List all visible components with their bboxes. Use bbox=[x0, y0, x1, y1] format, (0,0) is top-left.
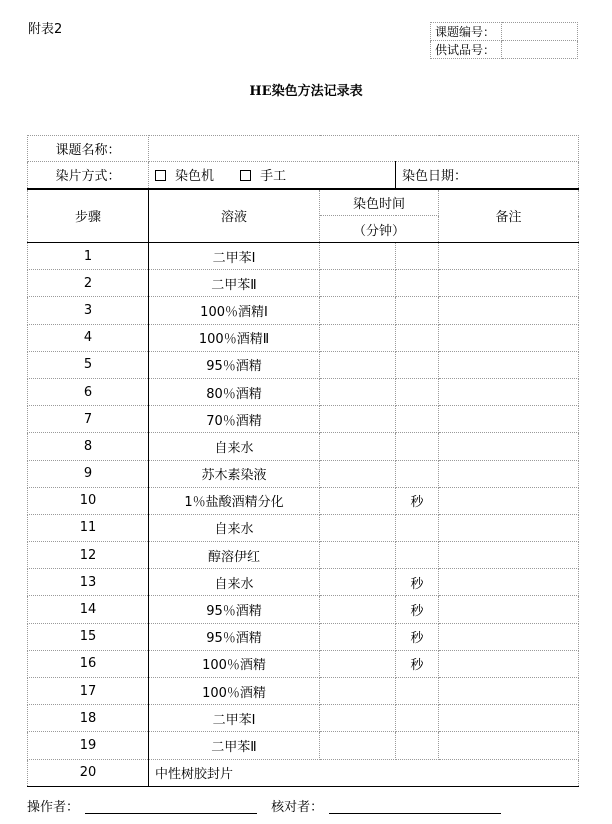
time-unit-cell: 秒 bbox=[396, 596, 439, 623]
notes-cell[interactable] bbox=[439, 705, 579, 732]
table-row bbox=[28, 378, 579, 405]
table-row bbox=[28, 732, 579, 759]
option-manual-label: 手工 bbox=[260, 169, 287, 185]
time-value-cell[interactable] bbox=[320, 351, 396, 378]
time-value-cell[interactable] bbox=[320, 487, 396, 514]
method-label: 染片方式： bbox=[28, 162, 149, 189]
solution-cell: 二甲苯Ⅰ bbox=[149, 705, 320, 732]
topic-name-field[interactable] bbox=[149, 136, 579, 162]
step-number: 14 bbox=[28, 596, 149, 623]
staining-record-table bbox=[27, 135, 579, 787]
notes-cell[interactable] bbox=[439, 569, 579, 596]
notes-cell[interactable] bbox=[439, 351, 579, 378]
topic-number-label: 课题编号： bbox=[431, 23, 502, 41]
step-number: 3 bbox=[28, 297, 149, 324]
table-row bbox=[28, 487, 579, 514]
header-row bbox=[28, 189, 579, 216]
time-header: 染色时间 bbox=[320, 189, 439, 216]
solution-cell: 1％盐酸酒精分化 bbox=[149, 487, 320, 514]
time-unit-cell bbox=[396, 406, 439, 433]
table-row bbox=[28, 542, 579, 569]
sample-number-field[interactable] bbox=[502, 41, 578, 59]
time-unit-cell bbox=[396, 378, 439, 405]
solution-cell: 二甲苯Ⅱ bbox=[149, 732, 320, 759]
time-value-cell[interactable] bbox=[320, 270, 396, 297]
step-number: 18 bbox=[28, 705, 149, 732]
id-box bbox=[430, 22, 578, 59]
time-value-cell[interactable] bbox=[320, 732, 396, 759]
time-value-cell[interactable] bbox=[320, 623, 396, 650]
notes-header: 备注 bbox=[439, 189, 579, 243]
notes-cell[interactable] bbox=[439, 297, 579, 324]
solution-cell: 自来水 bbox=[149, 569, 320, 596]
solution-cell: 自来水 bbox=[149, 514, 320, 541]
time-unit-cell bbox=[396, 732, 439, 759]
time-value-cell[interactable] bbox=[320, 460, 396, 487]
solution-cell: 醇溶伊红 bbox=[149, 542, 320, 569]
signature-footer bbox=[27, 796, 501, 815]
table-row bbox=[28, 433, 579, 460]
checkbox-icon[interactable] bbox=[155, 170, 166, 181]
solution-cell: 95％酒精 bbox=[149, 623, 320, 650]
table-row bbox=[28, 705, 579, 732]
step-number: 1 bbox=[28, 243, 149, 270]
page-title: HE染色方法记录表 bbox=[249, 84, 363, 99]
time-unit-cell bbox=[396, 297, 439, 324]
time-unit-cell bbox=[396, 678, 439, 705]
step-number: 17 bbox=[28, 678, 149, 705]
appendix-label: 附表2 bbox=[28, 22, 63, 37]
solution-cell: 95％酒精 bbox=[149, 596, 320, 623]
notes-cell[interactable] bbox=[439, 487, 579, 514]
solution-cell: 苏木素染液 bbox=[149, 460, 320, 487]
sample-number-label: 供试品号： bbox=[431, 41, 502, 59]
table-row bbox=[28, 270, 579, 297]
time-value-cell[interactable] bbox=[320, 596, 396, 623]
stain-date-cell[interactable] bbox=[396, 162, 579, 189]
notes-cell[interactable] bbox=[439, 678, 579, 705]
solution-cell: 80％酒精 bbox=[149, 378, 320, 405]
notes-cell[interactable] bbox=[439, 732, 579, 759]
operator-signature-line[interactable] bbox=[85, 799, 257, 814]
table-row bbox=[28, 678, 579, 705]
time-unit-cell: 秒 bbox=[396, 569, 439, 596]
time-unit-cell bbox=[396, 324, 439, 351]
notes-cell[interactable] bbox=[439, 243, 579, 270]
option-machine[interactable] bbox=[155, 169, 214, 184]
step-number: 11 bbox=[28, 514, 149, 541]
solution-cell: 100％酒精Ⅱ bbox=[149, 324, 320, 351]
table-row bbox=[28, 460, 579, 487]
checker-signature-line[interactable] bbox=[329, 799, 501, 814]
checker-label: 核对者： bbox=[271, 800, 324, 815]
time-unit-cell bbox=[396, 433, 439, 460]
notes-cell[interactable] bbox=[439, 406, 579, 433]
option-machine-label: 染色机 bbox=[175, 169, 215, 185]
time-unit-cell: 秒 bbox=[396, 650, 439, 677]
notes-cell[interactable] bbox=[439, 433, 579, 460]
time-unit-cell bbox=[396, 351, 439, 378]
solution-cell: 中性树胶封片 bbox=[149, 759, 579, 786]
time-value-cell[interactable] bbox=[320, 324, 396, 351]
time-value-cell[interactable] bbox=[320, 378, 396, 405]
step-number: 12 bbox=[28, 542, 149, 569]
notes-cell[interactable] bbox=[439, 623, 579, 650]
notes-cell[interactable] bbox=[439, 650, 579, 677]
step-number: 5 bbox=[28, 351, 149, 378]
table-row bbox=[28, 351, 579, 378]
time-value-cell[interactable] bbox=[320, 569, 396, 596]
table-row bbox=[28, 596, 579, 623]
time-unit-cell bbox=[396, 542, 439, 569]
step-number: 20 bbox=[28, 759, 149, 786]
step-number: 7 bbox=[28, 406, 149, 433]
time-unit-cell bbox=[396, 705, 439, 732]
notes-cell[interactable] bbox=[439, 378, 579, 405]
step-number: 10 bbox=[28, 487, 149, 514]
solution-cell: 100％酒精Ⅰ bbox=[149, 297, 320, 324]
solution-header: 溶液 bbox=[149, 189, 320, 243]
solution-cell: 自来水 bbox=[149, 433, 320, 460]
step-number: 9 bbox=[28, 460, 149, 487]
checkbox-icon[interactable] bbox=[240, 170, 251, 181]
option-manual[interactable] bbox=[240, 169, 286, 184]
notes-cell[interactable] bbox=[439, 270, 579, 297]
time-value-cell[interactable] bbox=[320, 243, 396, 270]
time-unit-cell bbox=[396, 243, 439, 270]
time-value-cell[interactable] bbox=[320, 705, 396, 732]
table-row bbox=[28, 514, 579, 541]
solution-cell: 95％酒精 bbox=[149, 351, 320, 378]
table-row bbox=[28, 243, 579, 270]
table-row bbox=[28, 324, 579, 351]
method-options bbox=[149, 162, 396, 189]
time-value-cell[interactable] bbox=[320, 514, 396, 541]
step-number: 6 bbox=[28, 378, 149, 405]
time-value-cell[interactable] bbox=[320, 433, 396, 460]
time-value-cell[interactable] bbox=[320, 678, 396, 705]
solution-cell: 二甲苯Ⅰ bbox=[149, 243, 320, 270]
operator-label: 操作者： bbox=[27, 800, 80, 815]
step-number: 2 bbox=[28, 270, 149, 297]
time-value-cell[interactable] bbox=[320, 650, 396, 677]
solution-cell: 70％酒精 bbox=[149, 406, 320, 433]
method-row bbox=[28, 162, 579, 189]
notes-cell[interactable] bbox=[439, 596, 579, 623]
step-number: 8 bbox=[28, 433, 149, 460]
time-value-cell[interactable] bbox=[320, 542, 396, 569]
step-number: 16 bbox=[28, 650, 149, 677]
time-unit-cell bbox=[396, 514, 439, 541]
table-row bbox=[28, 650, 579, 677]
time-unit-cell bbox=[396, 270, 439, 297]
table-row bbox=[28, 297, 579, 324]
step-number: 19 bbox=[28, 732, 149, 759]
table-row bbox=[28, 569, 579, 596]
stain-date-label: 染色日期： bbox=[402, 169, 468, 185]
notes-cell[interactable] bbox=[439, 514, 579, 541]
solution-cell: 二甲苯Ⅱ bbox=[149, 270, 320, 297]
time-unit-cell: 秒 bbox=[396, 487, 439, 514]
time-unit-header: （分钟） bbox=[320, 216, 439, 243]
notes-cell[interactable] bbox=[439, 542, 579, 569]
step-number: 4 bbox=[28, 324, 149, 351]
step-number: 15 bbox=[28, 623, 149, 650]
step-header: 步骤 bbox=[28, 189, 149, 243]
topic-name-row bbox=[28, 136, 579, 162]
notes-cell[interactable] bbox=[439, 324, 579, 351]
topic-name-label: 课题名称： bbox=[28, 136, 149, 162]
table-row bbox=[28, 759, 579, 786]
notes-cell[interactable] bbox=[439, 460, 579, 487]
time-unit-cell bbox=[396, 460, 439, 487]
table-row bbox=[28, 623, 579, 650]
step-number: 13 bbox=[28, 569, 149, 596]
time-value-cell[interactable] bbox=[320, 297, 396, 324]
solution-cell: 100％酒精 bbox=[149, 650, 320, 677]
time-value-cell[interactable] bbox=[320, 406, 396, 433]
time-unit-cell: 秒 bbox=[396, 623, 439, 650]
topic-number-field[interactable] bbox=[502, 23, 578, 41]
solution-cell: 100％酒精 bbox=[149, 678, 320, 705]
table-row bbox=[28, 406, 579, 433]
